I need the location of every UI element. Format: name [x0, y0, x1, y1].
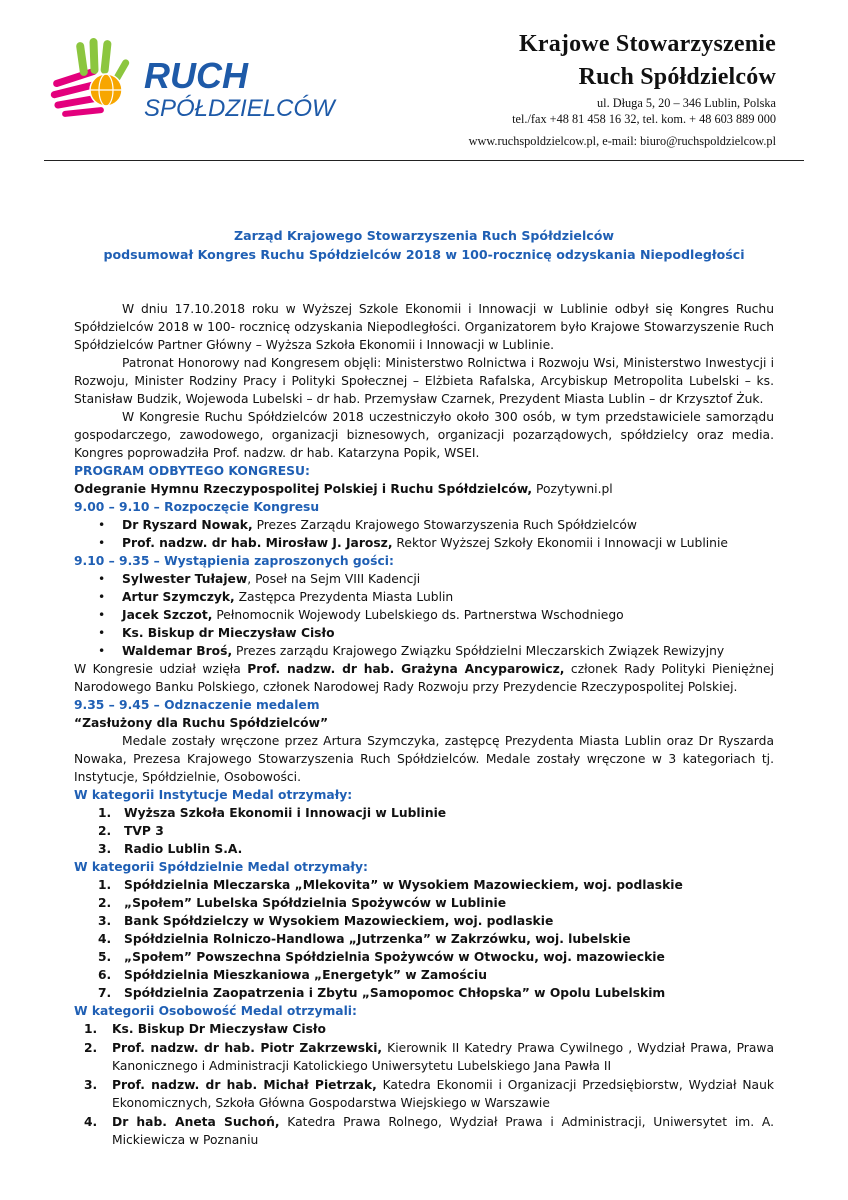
- org-name-line-1: Krajowe Stowarzyszenie: [519, 31, 776, 57]
- text-run: W Kongresie udział wzięła: [74, 662, 248, 676]
- item-number: 2.: [98, 896, 112, 910]
- guest-role: Pełnomocnik Wojewody Lubelskiego ds. Partnerstwa Wschodniego: [212, 608, 624, 622]
- guest-name: Artur Szymczyk,: [122, 590, 235, 604]
- item-number: 2.: [84, 1041, 98, 1055]
- item-text: Radio Lublin S.A.: [124, 842, 243, 856]
- paragraph-participation: [74, 660, 774, 696]
- session-2-heading: 9.10 – 9.35 – Wystąpienia zaproszonych gości:: [74, 554, 394, 568]
- item-number: 3.: [98, 842, 112, 856]
- paragraph-attendance: W Kongresie Ruchu Spółdzielców 2018 uczestniczyło około 300 osób, w tym przedstawiciele samorządu gospodarczego, zawodowego, organizacji biznesowych, organizacji pozarządowych, spółdzielcy oraz media. Kongres poprowadziła Prof. nadzw. dr hab. Katarzyna Popik, WSEI.: [74, 410, 774, 460]
- speaker-role: Prezes Zarządu Krajowego Stowarzyszenia Ruch Spółdzielców: [252, 518, 637, 532]
- list-item: [98, 516, 774, 534]
- item-text: „Społem” Lubelska Spółdzielnia Spożywców w Lublinie: [124, 896, 507, 910]
- category-personalities-list: [74, 1020, 774, 1149]
- list-item: [98, 624, 774, 642]
- item-text: Spółdzielnia Mleczarska „Mlekovita” w Wysokiem Mazowieckiem, woj. podlaskie: [124, 878, 683, 892]
- paragraph-medals: Medale zostały wręczone przez Artura Szymczyka, zastępcę Prezydenta Miasta Lublin oraz Dr Ryszarda Nowaka, Prezesa Krajowego Stowarzyszenia Ruch Spółdzielców. Medale zostały wręczone w 3 kategoriach tj. Instytucje, Spółdzielnie, Osobowości.: [74, 734, 774, 784]
- medal-name: “Zasłużony dla Ruchu Spółdzielców”: [74, 716, 329, 730]
- list-item: [98, 840, 774, 858]
- hand-stripes-icon: [50, 38, 130, 117]
- list-item: [84, 1039, 774, 1075]
- item-text: Spółdzielnia Mieszkaniowa „Energetyk” w Zamościu: [124, 968, 487, 982]
- guest-role: , Poseł na Sejm VIII Kadencji: [247, 572, 421, 586]
- anthem-bold: Odegranie Hymnu Rzeczypospolitej Polskiej i Ruchu Spółdzielców,: [74, 482, 533, 496]
- list-item: [98, 894, 774, 912]
- item-number: 3.: [98, 914, 112, 928]
- organization-contact: [469, 95, 776, 149]
- title-line-2: podsumował Kongres Ruchu Spółdzielców 2018 w 100-rocznicę odzyskania Niepodległości: [103, 247, 745, 262]
- item-text: Bank Spółdzielczy w Wysokiem Mazowieckiem, woj. podlaskie: [124, 914, 554, 928]
- ruch-spoldzielcow-logo: [48, 34, 348, 124]
- person-name: Dr hab. Aneta Suchoń,: [112, 1115, 280, 1129]
- logo-text-ruch: RUCH: [144, 55, 248, 96]
- list-item: [98, 984, 774, 1002]
- person-affiliation: Katedra Prawa Rolnego, Wydział Prawa i Administracji, Uniwersytet im. A. Mickiewicza w Poznaniu: [112, 1115, 774, 1147]
- text-run-bold: Prof. nadzw. dr hab. Grażyna Ancyparowicz,: [247, 662, 565, 676]
- guest-name: Waldemar Broś,: [122, 644, 233, 658]
- person-name: Prof. nadzw. dr hab. Piotr Zakrzewski,: [112, 1041, 383, 1055]
- anthem-line: [74, 480, 774, 498]
- list-item: [98, 876, 774, 894]
- item-number: 6.: [98, 968, 112, 982]
- list-item: [98, 570, 774, 588]
- item-number: 4.: [84, 1115, 98, 1129]
- item-text: Wyższa Szkoła Ekonomii i Innowacji w Lublinie: [124, 806, 447, 820]
- person-name: Prof. nadzw. dr hab. Michał Pietrzak,: [112, 1078, 377, 1092]
- letterhead: [0, 0, 848, 165]
- list-item: [84, 1020, 774, 1038]
- org-name-line-2: Ruch Spółdzielców: [578, 64, 776, 90]
- item-text: „Społem” Powszechna Spółdzielnia Spożywców w Otwocku, woj. mazowieckie: [124, 950, 665, 964]
- item-number: 3.: [84, 1078, 98, 1092]
- item-number: 5.: [98, 950, 112, 964]
- list-item: [98, 966, 774, 984]
- item-text: TVP 3: [124, 824, 164, 838]
- list-item: [98, 588, 774, 606]
- list-item: [84, 1076, 774, 1112]
- speaker-name: Prof. nadzw. dr hab. Mirosław J. Jarosz,: [122, 536, 393, 550]
- list-item: [98, 606, 774, 624]
- guest-name: Sylwester Tułajew: [122, 572, 248, 586]
- header-divider: [44, 160, 804, 161]
- anthem-rest: Pozytywni.pl: [532, 482, 613, 496]
- guest-name: Ks. Biskup dr Mieczysław Cisło: [122, 626, 335, 640]
- list-item: [98, 804, 774, 822]
- address: ul. Długa 5, 20 – 346 Lublin, Polska: [597, 96, 776, 110]
- program-heading: PROGRAM ODBYTEGO KONGRESU:: [74, 464, 310, 478]
- item-number: 1.: [98, 806, 112, 820]
- category-institutions-heading: W kategorii Instytucje Medal otrzymały:: [74, 788, 353, 802]
- document-title: [74, 226, 774, 264]
- title-line-1: Zarząd Krajowego Stowarzyszenia Ruch Spółdzielców: [233, 228, 615, 243]
- guest-role: Zastępca Prezydenta Miasta Lublin: [234, 590, 454, 604]
- item-number: 4.: [98, 932, 112, 946]
- session-1-heading: 9.00 – 9.10 – Rozpoczęcie Kongresu: [74, 500, 320, 514]
- category-personalities-heading: W kategorii Osobowość Medal otrzymali:: [74, 1004, 357, 1018]
- web-email[interactable]: www.ruchspoldzielcow.pl, e-mail: biuro@ruchspoldzielcow.pl: [468, 134, 776, 148]
- list-item: [98, 642, 774, 660]
- person-name: Ks. Biskup Dr Mieczysław Cisło: [112, 1022, 326, 1036]
- item-number: 1.: [84, 1022, 98, 1036]
- item-text: Spółdzielnia Rolniczo-Handlowa „Jutrzenka” w Zakrzówku, woj. lubelskie: [124, 932, 631, 946]
- phone: tel./fax +48 81 458 16 32, tel. kom. + 48 603 889 000: [512, 112, 776, 126]
- category-cooperatives-list: [74, 876, 774, 1002]
- list-item: [98, 930, 774, 948]
- session-3-heading: 9.35 – 9.45 – Odznaczenie medalem: [74, 698, 320, 712]
- speaker-name: Dr Ryszard Nowak,: [122, 518, 253, 532]
- item-number: 7.: [98, 986, 112, 1000]
- item-number: 1.: [98, 878, 112, 892]
- paragraph-patronage: Patronat Honorowy nad Kongresem objęli: Ministerstwo Rolnictwa i Rozwoju Wsi, Ministerstwo Inwestycji i Rozwoju, Minister Rodziny Pracy i Polityki Społecznej – Elżbieta Rafalska, Arcybiskup Metropolita Lubelski – ks. Stanisław Budzik, Wojewoda Lubelski – dr hab. Przemysław Czarnek, Prezydent Miasta Lublin – dr Krzysztof Żuk.: [74, 356, 774, 406]
- organization-name: [519, 28, 776, 94]
- item-text: Spółdzielnia Zaopatrzenia i Zbytu „Samopomoc Chłopska” w Opolu Lubelskim: [124, 986, 666, 1000]
- list-item: [98, 912, 774, 930]
- list-item: [98, 534, 774, 552]
- session-2-list: [74, 570, 774, 660]
- category-cooperatives-heading: W kategorii Spółdzielnie Medal otrzymały:: [74, 860, 368, 874]
- list-item: [98, 948, 774, 966]
- person-affiliation: Kierownik II Katedry Prawa Cywilnego , Wydział Prawa, Prawa Kanonicznego i Administracji Katolickiego Uniwersytetu Lubelskiego Jana Pawła II: [112, 1041, 774, 1073]
- item-number: 2.: [98, 824, 112, 838]
- document-body: [74, 226, 774, 1150]
- speaker-role: Rektor Wyższej Szkoły Ekonomii i Innowacji w Lublinie: [392, 536, 728, 550]
- paragraph-intro: W dniu 17.10.2018 roku w Wyższej Szkole Ekonomii i Innowacji w Lublinie odbył się Kongres Ruchu Spółdzielców 2018 w 100- rocznicę odzyskania Niepodległości. Organizatorem było Krajowe Stowarzyszenie Ruch Spółdzielców Partner Główny – Wyższa Szkoła Ekonomii i Innowacji w Lublinie.: [74, 302, 774, 352]
- person-affiliation: Katedra Ekonomii i Organizacji Przedsiębiorstw, Wydział Nauk Ekonomicznych, Szkoła Główna Gospodarstwa Wiejskiego w Warszawie: [112, 1078, 774, 1110]
- guest-role: Prezes zarządu Krajowego Związku Spółdzielni Mleczarskich Związek Rewizyjny: [232, 644, 725, 658]
- list-item: [84, 1113, 774, 1149]
- category-institutions-list: [74, 804, 774, 858]
- guest-name: Jacek Szczot,: [122, 608, 213, 622]
- logo-text-spoldzielcow: SPÓŁDZIELCÓW: [144, 95, 335, 122]
- text-run: członek Rady Polityki Pieniężnej Narodowego Banku Polskiego, członek Narodowej Rady Rozwoju przy Prezydencie Rzeczypospolitej Polskiej.: [74, 662, 774, 694]
- list-item: [98, 822, 774, 840]
- session-1-list: [74, 516, 774, 552]
